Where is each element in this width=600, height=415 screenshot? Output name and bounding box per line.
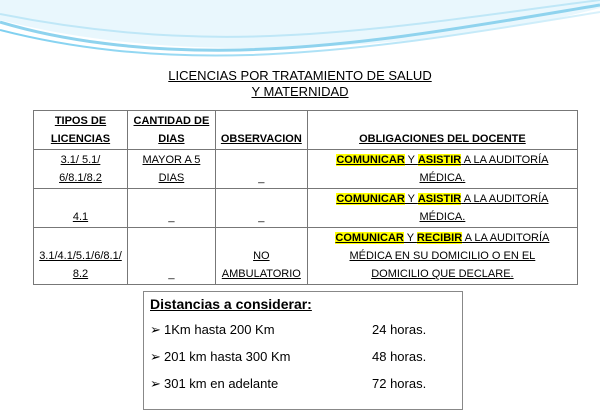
distancias-title: Distancias a considerar: xyxy=(150,296,312,312)
cell-observacion: _ xyxy=(215,189,307,228)
table-header-row xyxy=(34,111,578,150)
list-item xyxy=(150,322,450,338)
table-row xyxy=(34,150,578,189)
distance-range: 301 km en adelante xyxy=(164,376,279,391)
licencias-table xyxy=(33,110,578,285)
header-observacion: OBSERVACION xyxy=(215,111,307,150)
cell-obligaciones: COMUNICAR Y ASISTIR A LA AUDITORÍA MÉDICA. xyxy=(307,150,577,189)
header-tipos: TIPOS DE LICENCIAS xyxy=(34,111,128,150)
header-cantidad: CANTIDAD DE DIAS xyxy=(127,111,215,150)
distance-range: 201 km hasta 300 Km xyxy=(164,349,291,364)
arrow-bullet-icon: ➢ xyxy=(150,349,161,364)
distancias-box xyxy=(143,291,463,410)
distance-time: 24 horas. xyxy=(372,322,427,337)
distance-time: 72 horas. xyxy=(372,376,427,391)
cell-tipo: 3.1/4.1/5.1/6/8.1/ 8.2 xyxy=(34,228,128,285)
cell-tipo: 3.1/ 5.1/ 6/8.1/8.2 xyxy=(34,150,128,189)
arrow-bullet-icon: ➢ xyxy=(150,322,161,337)
cell-tipo: 4.1 xyxy=(34,189,128,228)
cell-cantidad: _ xyxy=(127,228,215,285)
header-obligaciones: OBLIGACIONES DEL DOCENTE xyxy=(307,111,577,150)
cell-observacion: _ xyxy=(215,150,307,189)
page-title xyxy=(0,68,600,100)
cell-cantidad: MAYOR A 5 DIAS xyxy=(127,150,215,189)
list-item xyxy=(150,376,450,392)
table-row xyxy=(34,189,578,228)
cell-obligaciones: COMUNICAR Y RECIBIR A LA AUDITORÍA MÉDICA EN SU DOMICILIO O EN EL DOMICILIO QUE DECLARE. xyxy=(307,228,577,285)
list-item xyxy=(150,349,450,365)
distance-range: 1Km hasta 200 Km xyxy=(164,322,275,337)
arrow-bullet-icon: ➢ xyxy=(150,376,161,391)
cell-observacion: NO AMBULATORIO xyxy=(215,228,307,285)
title-line-2: Y MATERNIDAD xyxy=(251,84,349,99)
title-line-1: LICENCIAS POR TRATAMIENTO DE SALUD xyxy=(168,68,432,83)
table-row xyxy=(34,228,578,285)
cell-obligaciones: COMUNICAR Y ASISTIR A LA AUDITORÍA MÉDICA. xyxy=(307,189,577,228)
decorative-wave-header xyxy=(0,0,600,70)
distance-time: 48 horas. xyxy=(372,349,427,364)
cell-cantidad: _ xyxy=(127,189,215,228)
